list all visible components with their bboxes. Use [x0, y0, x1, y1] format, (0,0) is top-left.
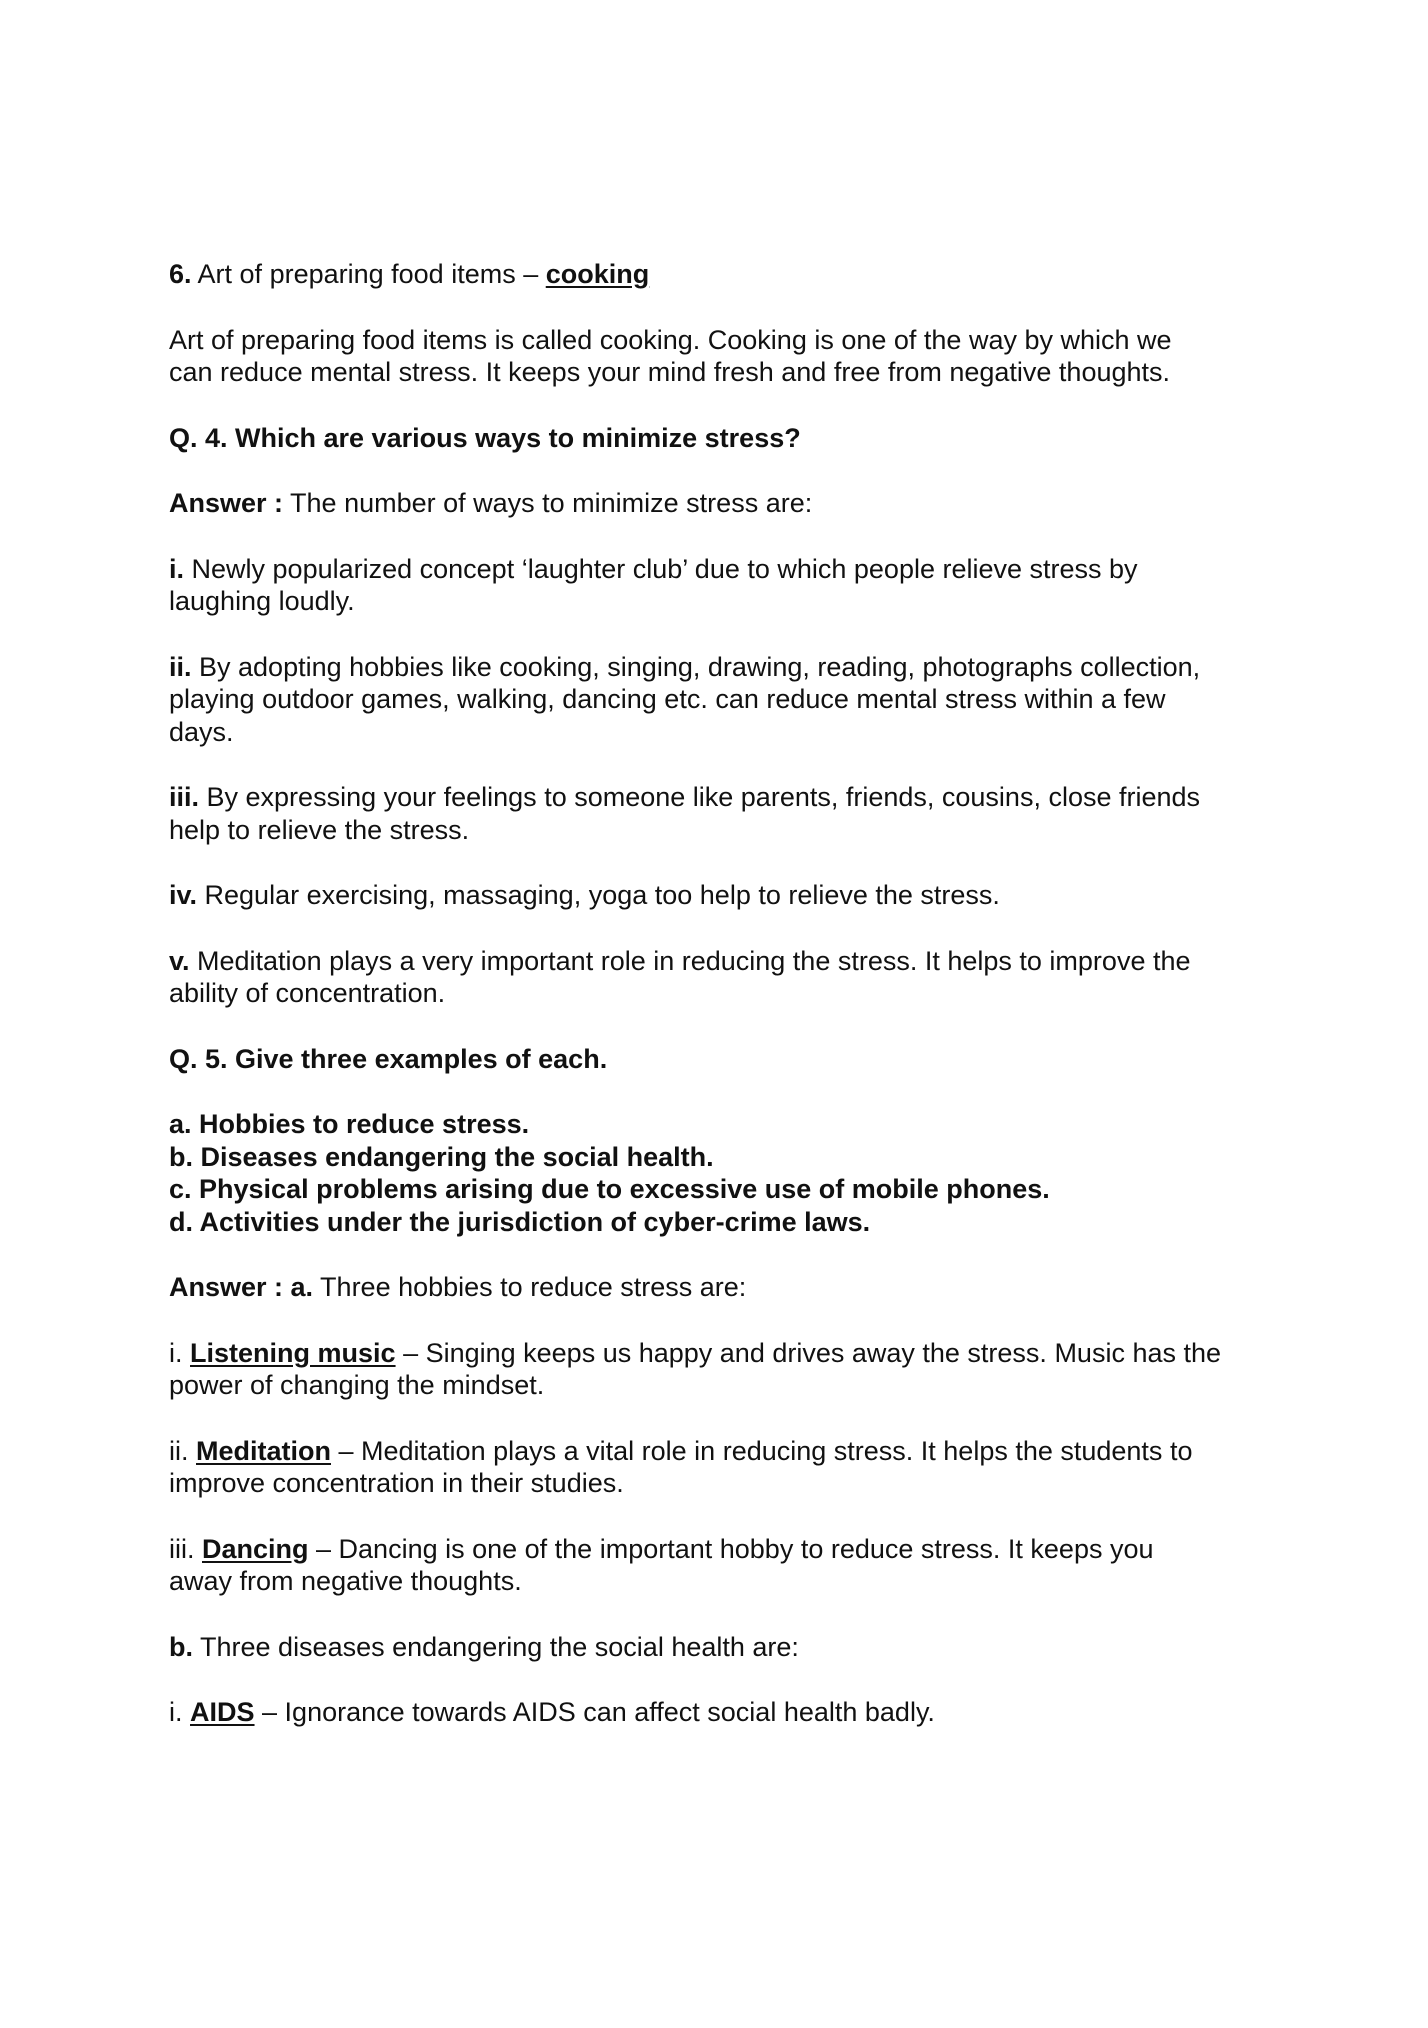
item-text: – Ignorance towards AIDS can affect social health badly.	[254, 1697, 935, 1727]
answer-text: Three hobbies to reduce stress are:	[313, 1272, 747, 1302]
item-number: iii.	[169, 782, 200, 812]
question-4-answer	[169, 487, 1289, 520]
ways-item-5	[169, 945, 1289, 1010]
text-line: power of changing the mindset.	[169, 1370, 545, 1400]
item-number: i.	[169, 1697, 191, 1727]
text-line	[169, 781, 1289, 814]
answer-part-b	[169, 1631, 1289, 1664]
point-6-number: 6.	[169, 259, 192, 289]
item-term: Listening music	[190, 1337, 396, 1368]
text-line	[169, 651, 1289, 684]
question-part: d. Activities under the jurisdiction of cyber-crime laws.	[169, 1206, 871, 1237]
item-number: i.	[169, 553, 185, 584]
point-6	[169, 258, 1289, 291]
text-line	[169, 1533, 1289, 1566]
question-part: a. Hobbies to reduce stress.	[169, 1109, 530, 1139]
item-text: By adopting hobbies like cooking, singing, drawing, reading, photographs collection,	[191, 651, 1201, 682]
ways-item-1	[169, 553, 1289, 618]
part-label: b.	[169, 1631, 193, 1662]
hobby-item-1	[169, 1337, 1289, 1402]
text-line	[169, 553, 1289, 586]
item-text: Regular exercising, massaging, yoga too help to relieve the stress.	[197, 880, 1000, 910]
item-term: Dancing	[202, 1533, 309, 1564]
ways-item-2	[169, 651, 1289, 749]
item-term: Meditation	[196, 1435, 331, 1466]
question-4: Q. 4. Which are various ways to minimize stress?	[169, 422, 801, 453]
question-part: c. Physical problems arising due to excessive use of mobile phones.	[169, 1174, 1050, 1204]
question-5: Q. 5. Give three examples of each.	[169, 1043, 608, 1074]
item-number: iii.	[169, 1533, 202, 1564]
item-number: iv.	[169, 880, 198, 910]
text-line: laughing loudly.	[169, 586, 355, 616]
text-line: can reduce mental stress. It keeps your mind fresh and free from negative thoughts.	[169, 357, 1171, 387]
text-line: days.	[169, 716, 234, 747]
answer-text: The number of ways to minimize stress are:	[283, 488, 813, 518]
item-text: By expressing your feelings to someone like parents, friends, cousins, close friends	[199, 782, 1201, 812]
text-line: Art of preparing food items is called cooking. Cooking is one of the way by which we	[169, 324, 1172, 355]
text-line	[169, 945, 1289, 978]
text-line: away from negative thoughts.	[169, 1566, 522, 1596]
text-line	[169, 1337, 1289, 1370]
ways-item-3	[169, 781, 1289, 846]
part-text: Three diseases endangering the social health are:	[193, 1631, 799, 1662]
text-line	[169, 1696, 1289, 1729]
item-number: i.	[169, 1337, 191, 1368]
point-6-text: Art of preparing food items –	[191, 259, 546, 289]
question-5-parts	[169, 1108, 1289, 1238]
hobby-item-3	[169, 1533, 1289, 1598]
text-line: help to relieve the stress.	[169, 814, 470, 845]
text-line	[169, 1435, 1289, 1468]
point-6-term: cooking	[545, 259, 650, 289]
text-line: playing outdoor games, walking, dancing etc. can reduce mental stress within a few	[169, 684, 1166, 714]
item-text: Newly popularized concept ‘laughter club’ due to which people relieve stress by	[184, 553, 1138, 584]
text-line	[169, 879, 1289, 912]
question-part: b. Diseases endangering the social health.	[169, 1141, 714, 1172]
disease-item-1	[169, 1696, 1289, 1729]
document-page	[169, 258, 1289, 1729]
ways-item-4	[169, 879, 1289, 912]
hobby-item-2	[169, 1435, 1289, 1500]
item-text: Meditation plays a very important role in reducing the stress. It helps to improve the	[189, 945, 1191, 976]
answer-label: Answer :	[169, 488, 284, 518]
item-number: v.	[169, 945, 190, 976]
answer-label: Answer : a.	[169, 1272, 314, 1302]
item-number: ii.	[169, 651, 192, 682]
item-text: – Dancing is one of the important hobby to reduce stress. It keeps you	[308, 1533, 1154, 1564]
text-line: improve concentration in their studies.	[169, 1468, 624, 1498]
item-term: AIDS	[190, 1697, 255, 1727]
item-text: – Singing keeps us happy and drives away the stress. Music has the	[395, 1337, 1222, 1368]
point-6-description	[169, 324, 1289, 389]
text-line: ability of concentration.	[169, 978, 446, 1008]
item-number: ii.	[169, 1435, 196, 1466]
question-5-answer	[169, 1271, 1289, 1304]
item-text: – Meditation plays a vital role in reducing stress. It helps the students to	[331, 1435, 1193, 1466]
